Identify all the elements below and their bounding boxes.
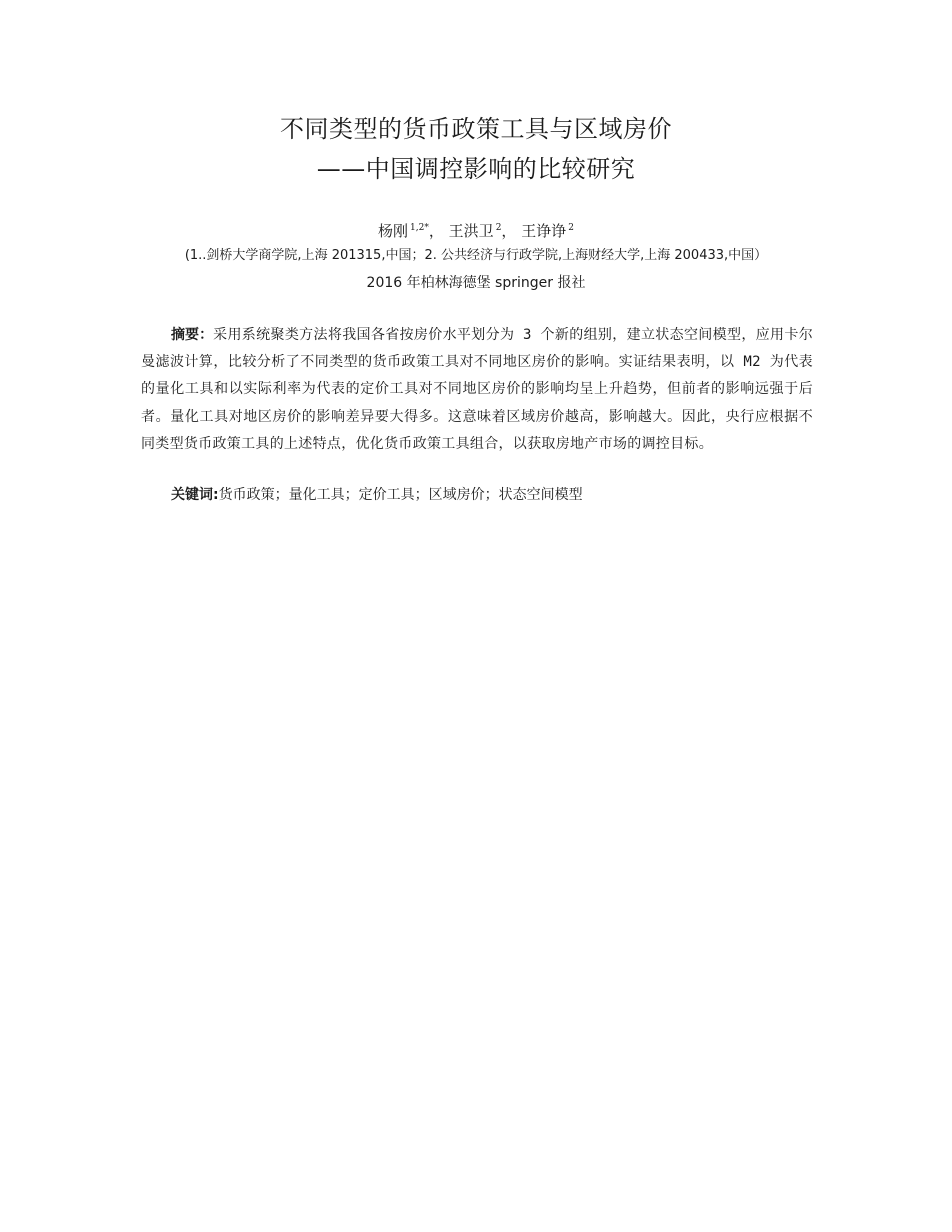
paper-subtitle: ——中国调控影响的比较研究	[316, 155, 636, 183]
keywords-label: 关键词:	[171, 487, 219, 503]
abstract-text: 采用系统聚类方法将我国各省按房价水平划分为 3 个新的组别，建立状态空间模型，应用卡尔曼滤波计算，比较分析了不同类型的货币政策工具对不同地区房价的影响。实证结果表明，以 M2 为代表的量化工具和以实际利率为代表的定价工具对不同地区房价的影响均呈上升趋势，但前者的影响远强于后者。量化工具对地区房价的影响差异要大得多。这意味着区域房价越高，影响越大。因此，央行应根据不同类型货币政策工具的上述特点，优化货币政策工具组合，以获取房地产市场的调控目标。	[141, 327, 813, 452]
author-affiliation-mark: 2	[495, 223, 502, 233]
author-name: 杨刚	[378, 222, 409, 240]
author-list	[0, 218, 952, 241]
abstract-label: 摘要：	[171, 327, 214, 343]
keywords	[171, 484, 813, 506]
publisher-line: 2016 年柏林海德堡 springer 报社	[366, 275, 586, 291]
author-affiliation-mark: 1,2*	[410, 223, 429, 233]
affiliations: (1..剑桥大学商学院,上海 201315,中国；2. 公共经济与行政学院,上海财经大学,上海 200433,中国）	[184, 248, 768, 263]
abstract	[141, 322, 813, 458]
author-separator: ，	[501, 222, 517, 240]
paper-title: 不同类型的货币政策工具与区域房价	[280, 115, 672, 143]
author-separator: ，	[428, 222, 444, 240]
author-affiliation-mark: 2	[568, 223, 574, 233]
author-name: 王诤诤	[521, 222, 567, 240]
author-name: 王洪卫	[448, 222, 494, 240]
keywords-text: 货币政策；量化工具；定价工具；区域房价；状态空间模型	[218, 487, 583, 503]
